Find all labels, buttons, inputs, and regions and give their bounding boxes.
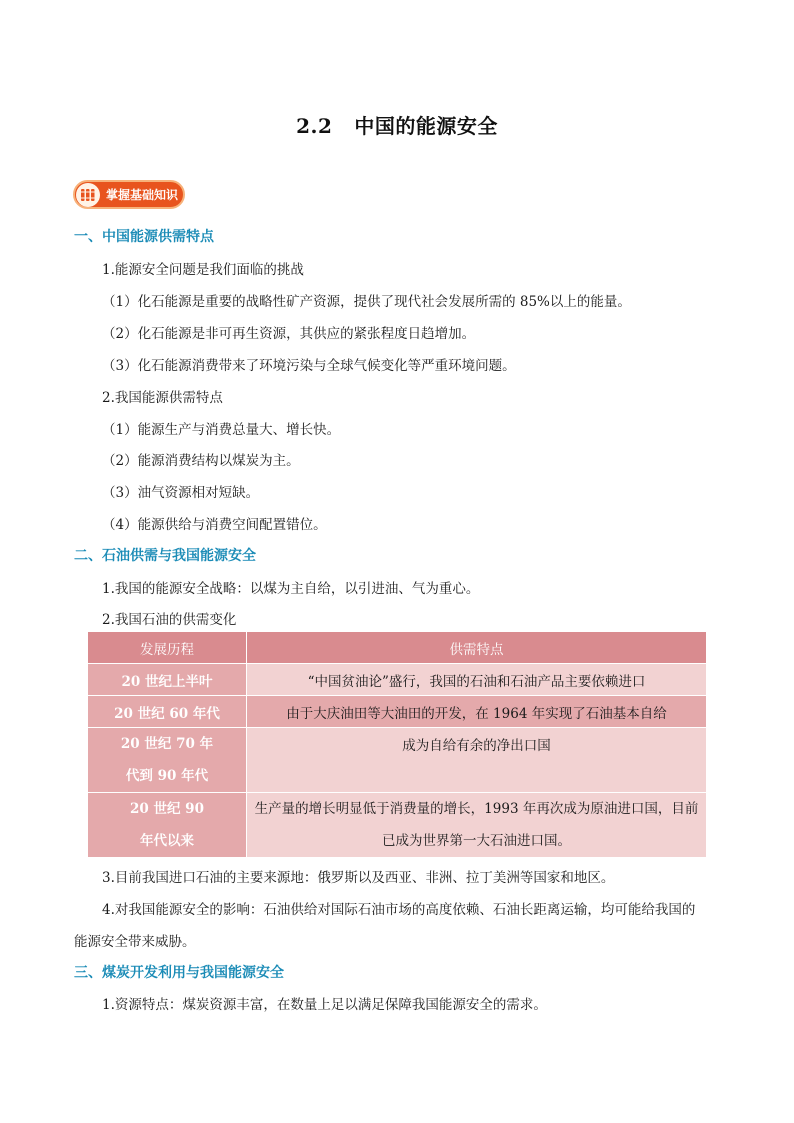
- stage-cell: [88, 793, 247, 858]
- paragraph: （1）化石能源是重要的战略性矿产资源，提供了现代社会发展所需的 85%以上的能量。: [102, 294, 631, 310]
- stage-line: 年代以来: [140, 833, 194, 849]
- title-text: 中国的能源安全: [354, 114, 498, 138]
- stage-line: 20 世纪 90: [130, 801, 204, 817]
- paragraph: 2.我国石油的供需变化: [102, 612, 237, 628]
- paragraph: 2.我国能源供需特点: [102, 390, 223, 406]
- stage-cell: [88, 728, 247, 793]
- knowledge-badge: [73, 180, 185, 209]
- feature-cell: [247, 793, 707, 858]
- feature-cell: 成为自给有余的净出口国: [247, 728, 707, 793]
- table-header: 发展历程: [88, 632, 247, 664]
- paragraph: 1.我国的能源安全战略：以煤为主自给，以引进油、气为重心。: [102, 581, 480, 597]
- table-header: 供需特点: [247, 632, 707, 664]
- paragraph: （4）能源供给与消费空间配置错位。: [102, 517, 327, 533]
- paragraph: 3.目前我国进口石油的主要来源地：俄罗斯以及西亚、非洲、拉丁美洲等国家和地区。: [102, 870, 615, 886]
- feature-cell: 由于大庆油田等大油田的开发，在 1964 年实现了石油基本自给: [247, 696, 707, 728]
- paragraph: （2）化石能源是非可再生资源，其供应的紧张程度日趋增加。: [102, 326, 476, 342]
- section-number: 2.2: [296, 114, 333, 138]
- feature-cell: “中国贫油论”盛行，我国的石油和石油产品主要依赖进口: [247, 664, 707, 696]
- paragraph: （3）油气资源相对短缺。: [102, 485, 260, 501]
- paragraph: 1.能源安全问题是我们面临的挑战: [102, 262, 304, 278]
- oil-supply-table: [87, 631, 707, 858]
- table-row: [88, 728, 707, 793]
- section-heading-3: 三、煤炭开发利用与我国能源安全: [74, 965, 284, 981]
- books-icon: [76, 183, 100, 207]
- table-row: [88, 664, 707, 696]
- paragraph: （2）能源消费结构以煤炭为主。: [102, 453, 300, 469]
- stage-line: 20 世纪 70 年: [120, 736, 214, 752]
- stage-cell: 20 世纪 60 年代: [88, 696, 247, 728]
- paragraph: （3）化石能源消费带来了环境污染与全球气候变化等严重环境问题。: [102, 358, 516, 374]
- paragraph: 能源安全带来威胁。: [74, 934, 196, 950]
- section-heading-2: 二、石油供需与我国能源安全: [74, 548, 256, 564]
- stage-cell: 20 世纪上半叶: [88, 664, 247, 696]
- table-row: [88, 793, 707, 858]
- badge-label: 掌握基础知识: [106, 188, 179, 202]
- paragraph: 4.对我国能源安全的影响：石油供给对国际石油市场的高度依赖、石油长距离运输，均可能给我国的: [102, 902, 696, 918]
- feature-line: 生产量的增长明显低于消费量的增长，1993 年再次成为原油进口国，目前: [254, 801, 699, 817]
- paragraph: （1）能源生产与消费总量大、增长快。: [102, 422, 341, 438]
- stage-line: 代到 90 年代: [125, 768, 209, 784]
- table-row: [88, 696, 707, 728]
- feature-line: 已成为世界第一大石油进口国。: [382, 833, 571, 849]
- page-title: [0, 110, 794, 139]
- section-heading-1: 一、中国能源供需特点: [74, 229, 214, 245]
- table-header-row: [88, 632, 707, 664]
- paragraph: 1.资源特点：煤炭资源丰富，在数量上足以满足保障我国能源安全的需求。: [102, 997, 547, 1013]
